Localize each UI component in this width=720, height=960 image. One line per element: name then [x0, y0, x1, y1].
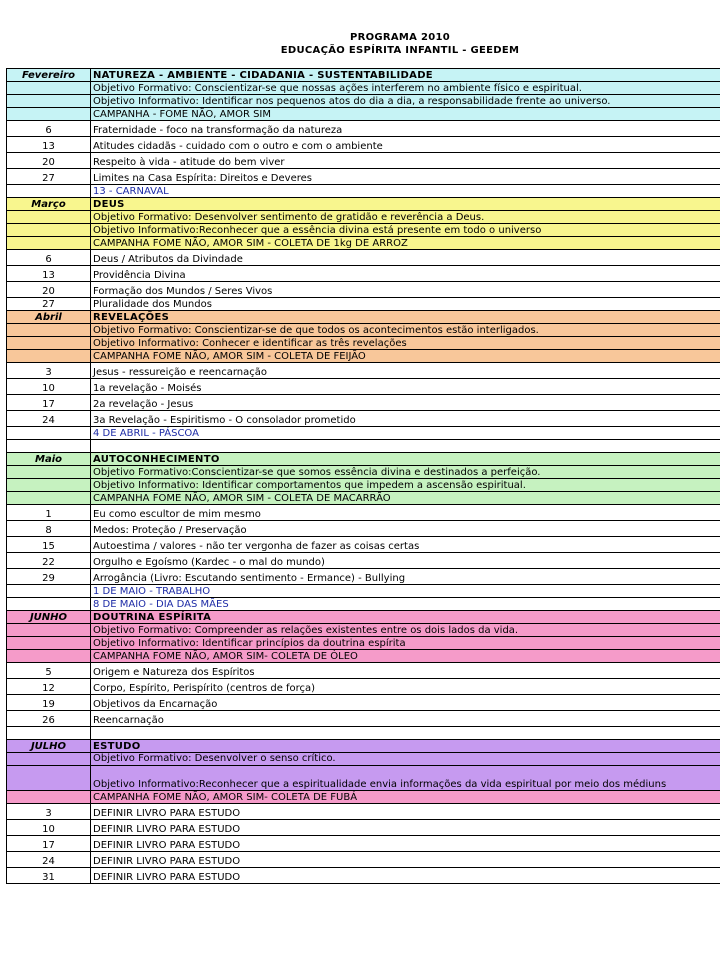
- day-cell: 13: [7, 137, 91, 153]
- table-row: [7, 537, 720, 553]
- topic-cell: DEFINIR LIVRO PARA ESTUDO: [91, 868, 720, 884]
- topic-cell: Jesus - ressureição e reencarnação: [91, 363, 720, 379]
- document-subtitle: EDUCAÇÃO ESPÍRITA INFANTIL - GEEDEM: [280, 45, 520, 56]
- section-header-row: [7, 740, 720, 753]
- day-cell: 3: [7, 363, 91, 379]
- table-row: [7, 569, 720, 585]
- objetivo-informativo: Objetivo Informativo: Identificar princípios da doutrina espírita: [91, 637, 720, 650]
- topic-cell: Corpo, Espírito, Perispírito (centros de força): [91, 679, 720, 695]
- topic-cell: Objetivos da Encarnação: [91, 695, 720, 711]
- note-row: [7, 185, 720, 198]
- month-label: Maio: [7, 453, 91, 466]
- day-cell: 17: [7, 395, 91, 411]
- campanha: CAMPANHA FOME NÃO, AMOR SIM- COLETA DE FUBÁ: [91, 791, 720, 804]
- topic-cell: Atitudes cidadãs - cuidado com o outro e com o ambiente: [91, 137, 720, 153]
- objetivo-informativo: Objetivo Informativo: Identificar nos pequenos atos do dia a dia, a responsabilidade frente ao universo.: [91, 95, 720, 108]
- topic-cell: Deus / Atributos da Divindade: [91, 250, 720, 266]
- objective-row: [7, 211, 720, 224]
- campaign-row: [7, 492, 720, 505]
- objective-row: [7, 82, 720, 95]
- campaign-row: [7, 108, 720, 121]
- section-header-row: [7, 69, 720, 82]
- section-theme: NATUREZA - AMBIENTE - CIDADANIA - SUSTENTABILIDADE: [91, 69, 720, 82]
- campaign-row: [7, 350, 720, 363]
- spacer-row: [7, 727, 720, 740]
- day-cell: 8: [7, 521, 91, 537]
- table-row: [7, 711, 720, 727]
- campanha: CAMPANHA FOME NÃO, AMOR SIM - COLETA DE 1kg DE ARROZ: [91, 237, 720, 250]
- section-header-row: [7, 198, 720, 211]
- topic-cell: Formação dos Mundos / Seres Vivos: [91, 282, 720, 298]
- campanha: CAMPANHA FOME NÃO, AMOR SIM - COLETA DE FEIJÃO: [91, 350, 720, 363]
- topic-cell: 2a revelação - Jesus: [91, 395, 720, 411]
- table-row: [7, 836, 720, 852]
- topic-cell: Reencarnação: [91, 711, 720, 727]
- table-row: [7, 411, 720, 427]
- day-cell: 10: [7, 820, 91, 836]
- topic-cell: Orgulho e Egoísmo (Kardec - o mal do mundo): [91, 553, 720, 569]
- topic-cell: DEFINIR LIVRO PARA ESTUDO: [91, 836, 720, 852]
- day-cell: 27: [7, 298, 91, 311]
- section-theme: REVELAÇÕES: [91, 311, 720, 324]
- holiday-note: 4 DE ABRIL - PÁSCOA: [91, 427, 720, 440]
- section-theme: ESTUDO: [91, 740, 720, 753]
- objective-row: [7, 753, 720, 766]
- table-row: [7, 169, 720, 185]
- objective-row: [7, 637, 720, 650]
- section-header-row: [7, 311, 720, 324]
- day-cell: 17: [7, 836, 91, 852]
- table-row: [7, 521, 720, 537]
- topic-cell: DEFINIR LIVRO PARA ESTUDO: [91, 804, 720, 820]
- day-cell: 12: [7, 679, 91, 695]
- campanha: CAMPANHA - FOME NÃO, AMOR SIM: [91, 108, 720, 121]
- table-row: [7, 266, 720, 282]
- day-cell: 1: [7, 505, 91, 521]
- section-theme: DOUTRINA ESPÍRITA: [91, 611, 720, 624]
- month-label: Março: [7, 198, 91, 211]
- topic-cell: 1a revelação - Moisés: [91, 379, 720, 395]
- objetivo-informativo: Objetivo Informativo: Identificar comportamentos que impedem a ascensão espiritual.: [91, 479, 720, 492]
- campanha: CAMPANHA FOME NÃO, AMOR SIM- COLETA DE ÓLEO: [91, 650, 720, 663]
- holiday-note: 1 DE MAIO - TRABALHO: [91, 585, 720, 598]
- topic-cell: Origem e Natureza dos Espíritos: [91, 663, 720, 679]
- objective-row: [7, 324, 720, 337]
- topic-cell: Eu como escultor de mim mesmo: [91, 505, 720, 521]
- objective-row: [7, 624, 720, 637]
- table-row: [7, 250, 720, 266]
- objective-row: [7, 466, 720, 479]
- objective-row: [7, 337, 720, 350]
- table-row: [7, 363, 720, 379]
- topic-cell: Fraternidade - foco na transformação da natureza: [91, 121, 720, 137]
- topic-cell: DEFINIR LIVRO PARA ESTUDO: [91, 820, 720, 836]
- section-header-row: [7, 611, 720, 624]
- table-row: [7, 852, 720, 868]
- table-row: [7, 153, 720, 169]
- month-label: Abril: [7, 311, 91, 324]
- topic-cell: Limites na Casa Espírita: Direitos e Deveres: [91, 169, 720, 185]
- month-label: JUNHO: [7, 611, 91, 624]
- day-cell: 5: [7, 663, 91, 679]
- month-label: JULHO: [7, 740, 91, 753]
- day-cell: 3: [7, 804, 91, 820]
- objetivo-informativo: Objetivo Informativo:Reconhecer que a espiritualidade envia informações da vida espiritual por meio dos médiuns: [91, 766, 720, 791]
- day-cell: 10: [7, 379, 91, 395]
- table-row: [7, 663, 720, 679]
- day-cell: 20: [7, 153, 91, 169]
- objetivo-formativo: Objetivo Formativo: Desenvolver sentimento de gratidão e reverência a Deus.: [91, 211, 720, 224]
- objetivo-formativo: Objetivo Formativo: Desenvolver o senso crítico.: [91, 753, 720, 766]
- day-cell: 26: [7, 711, 91, 727]
- day-cell: 15: [7, 537, 91, 553]
- spacer-row: [7, 440, 720, 453]
- objetivo-formativo: Objetivo Formativo:Conscientizar-se que somos essência divina e destinados a perfeição.: [91, 466, 720, 479]
- table-row: [7, 379, 720, 395]
- topic-cell: Providência Divina: [91, 266, 720, 282]
- table-row: [7, 804, 720, 820]
- topic-cell: DEFINIR LIVRO PARA ESTUDO: [91, 852, 720, 868]
- note-row: [7, 427, 720, 440]
- day-cell: 24: [7, 411, 91, 427]
- objective-row: [7, 224, 720, 237]
- section-header-row: [7, 453, 720, 466]
- day-cell: 19: [7, 695, 91, 711]
- topic-cell: Arrogância (Livro: Escutando sentimento - Ermance) - Bullying: [91, 569, 720, 585]
- month-label: Fevereiro: [7, 69, 91, 82]
- campaign-row: [7, 237, 720, 250]
- document-title: PROGRAMA 2010: [349, 32, 451, 43]
- day-cell: 6: [7, 121, 91, 137]
- day-cell: 20: [7, 282, 91, 298]
- day-cell: 6: [7, 250, 91, 266]
- holiday-note: 13 - CARNAVAL: [91, 185, 720, 198]
- day-cell: 22: [7, 553, 91, 569]
- objetivo-informativo: Objetivo Informativo: Conhecer e identificar as três revelações: [91, 337, 720, 350]
- table-row: [7, 121, 720, 137]
- campaign-row: [7, 650, 720, 663]
- table-row: [7, 695, 720, 711]
- holiday-note: 8 DE MAIO - DIA DAS MÃES: [91, 598, 720, 611]
- table-row: [7, 505, 720, 521]
- day-cell: 27: [7, 169, 91, 185]
- table-row: [7, 298, 720, 311]
- day-cell: 29: [7, 569, 91, 585]
- objective-row: [7, 95, 720, 108]
- table-row: [7, 137, 720, 153]
- table-row: [7, 395, 720, 411]
- section-theme: DEUS: [91, 198, 720, 211]
- table-row: [7, 282, 720, 298]
- table-row: [7, 553, 720, 569]
- table-row: [7, 868, 720, 884]
- day-cell: 31: [7, 868, 91, 884]
- topic-cell: 3a Revelação - Espiritismo - O consolador prometido: [91, 411, 720, 427]
- objetivo-formativo: Objetivo Formativo: Conscientizar-se que nossas ações interferem no ambiente físico e espiritual.: [91, 82, 720, 95]
- section-theme: AUTOCONHECIMENTO: [91, 453, 720, 466]
- topic-cell: Pluralidade dos Mundos: [91, 298, 720, 311]
- day-cell: 13: [7, 266, 91, 282]
- table-row: [7, 679, 720, 695]
- table-row: [7, 820, 720, 836]
- campanha: CAMPANHA FOME NÃO, AMOR SIM - COLETA DE MACARRÃO: [91, 492, 720, 505]
- objetivo-formativo: Objetivo Formativo: Conscientizar-se de que todos os acontecimentos estão interligados.: [91, 324, 720, 337]
- topic-cell: Autoestima / valores - não ter vergonha de fazer as coisas certas: [91, 537, 720, 553]
- topic-cell: Medos: Proteção / Preservação: [91, 521, 720, 537]
- objective-row: [7, 479, 720, 492]
- objetivo-formativo: Objetivo Formativo: Compreender as relações existentes entre os dois lados da vida.: [91, 624, 720, 637]
- note-row: [7, 598, 720, 611]
- note-row: [7, 585, 720, 598]
- program-table: [6, 68, 720, 884]
- campaign-row: [7, 791, 720, 804]
- topic-cell: Respeito à vida - atitude do bem viver: [91, 153, 720, 169]
- objetivo-informativo: Objetivo Informativo:Reconhecer que a essência divina está presente em todo o universo: [91, 224, 720, 237]
- day-cell: 24: [7, 852, 91, 868]
- objective-row: [7, 766, 720, 791]
